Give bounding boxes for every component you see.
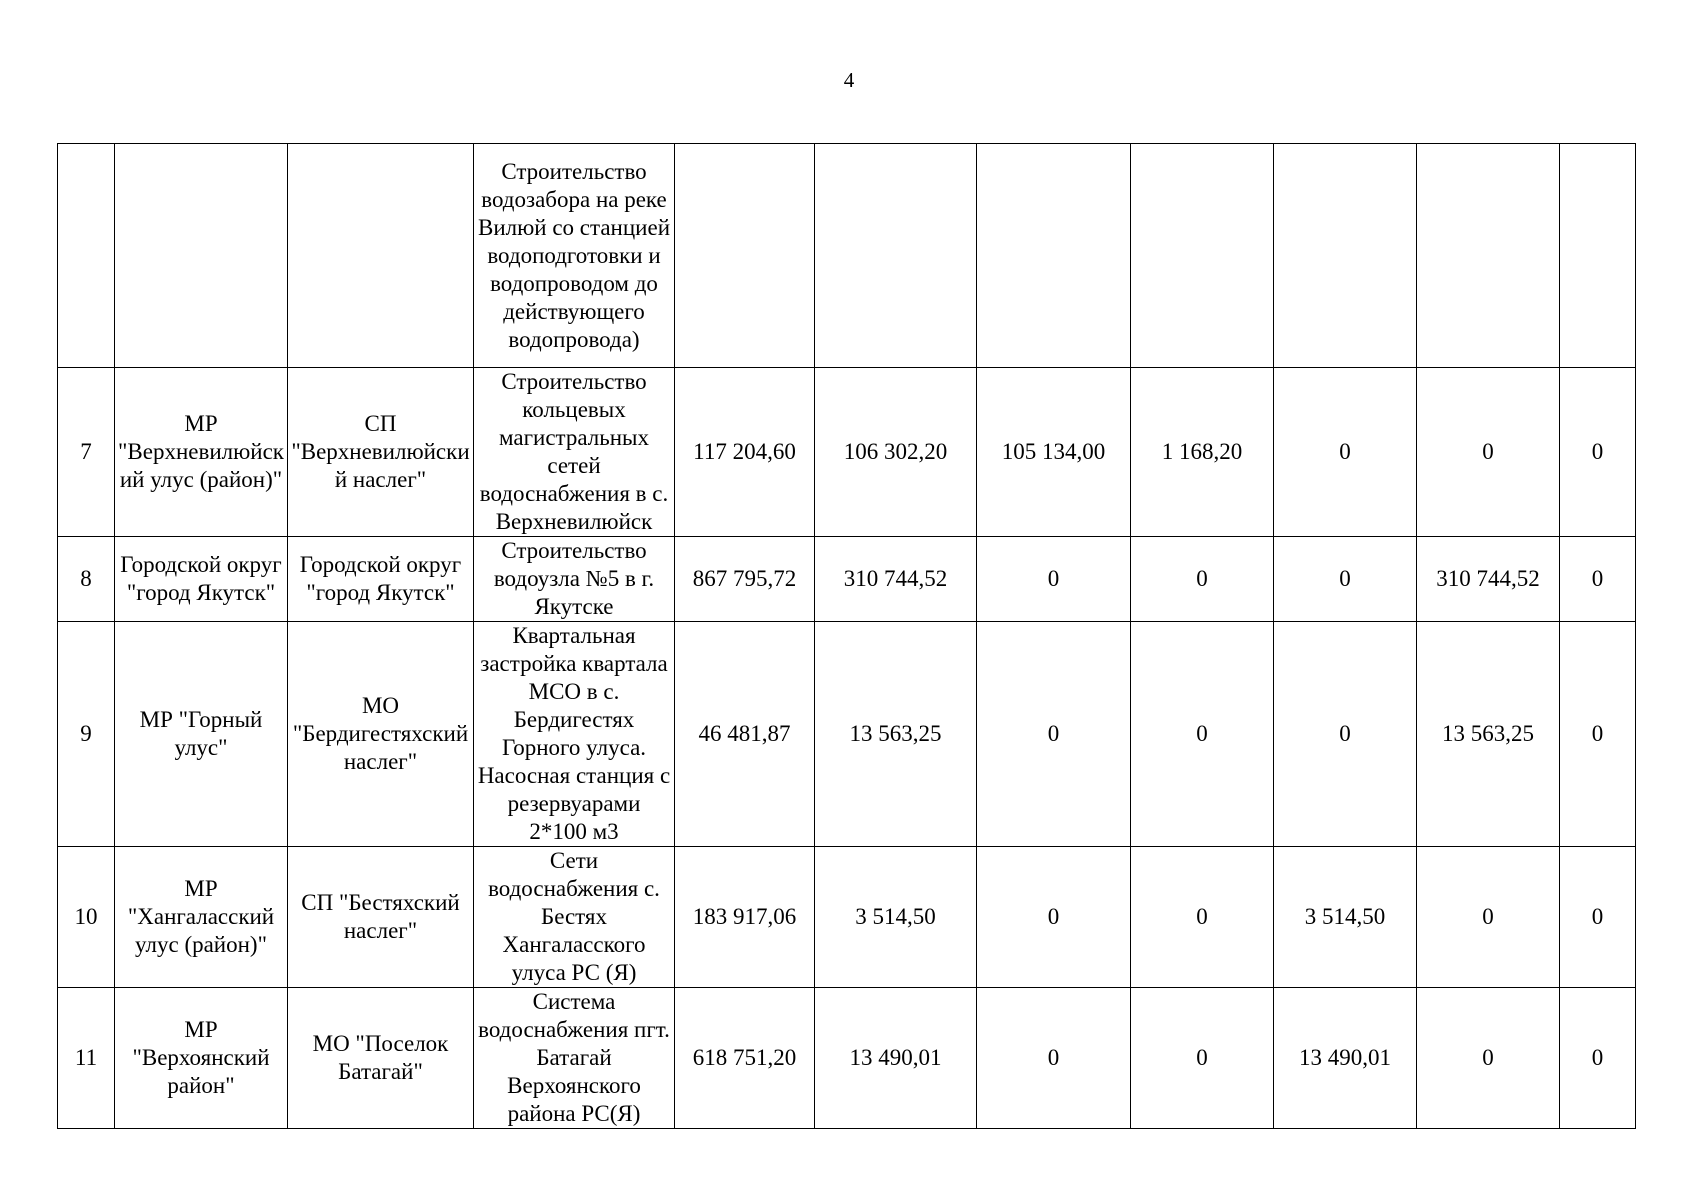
cell-district: МР "Верхоянский район"	[115, 988, 288, 1129]
cell-number: 10	[58, 847, 115, 988]
cell-amount: 13 563,25	[815, 622, 977, 847]
cell-amount: 0	[1274, 537, 1417, 622]
cell-amount: 0	[1560, 847, 1636, 988]
cell-amount: 0	[1417, 368, 1560, 537]
table-row	[58, 622, 1636, 847]
cell-project: Строительство водозабора на реке Вилюй со станцией водоподготовки и водопроводом до действующего водопровода)	[474, 144, 675, 368]
cell-project: Квартальная застройка квартала МСО в с. Бердигестях Горного улуса. Насосная станция с резервуарами 2*100 м3	[474, 622, 675, 847]
cell-amount: 13 563,25	[1417, 622, 1560, 847]
cell-settlement: МО "Бердигестяхский наслег"	[288, 622, 474, 847]
cell-total: 867 795,72	[675, 537, 815, 622]
cell-amount: 3 514,50	[1274, 847, 1417, 988]
cell-amount: 0	[1560, 537, 1636, 622]
cell-total: 46 481,87	[675, 622, 815, 847]
cell-amount: 13 490,01	[815, 988, 977, 1129]
cell-amount: 0	[1274, 368, 1417, 537]
cell-amount: 0	[977, 988, 1131, 1129]
cell-amount: 310 744,52	[1417, 537, 1560, 622]
cell-amount: 310 744,52	[815, 537, 977, 622]
cell-amount: 0	[977, 537, 1131, 622]
cell-number	[58, 144, 115, 368]
cell-total: 183 917,06	[675, 847, 815, 988]
cell-amount: 0	[1560, 988, 1636, 1129]
cell-amount: 0	[1131, 622, 1274, 847]
cell-settlement	[288, 144, 474, 368]
cell-project: Строительство водоузла №5 в г. Якутске	[474, 537, 675, 622]
cell-amount: 3 514,50	[815, 847, 977, 988]
cell-amount: 106 302,20	[815, 368, 977, 537]
cell-amount: 0	[1274, 622, 1417, 847]
table-row	[58, 988, 1636, 1129]
cell-amount: 1 168,20	[1131, 368, 1274, 537]
table-row	[58, 537, 1636, 622]
cell-district: Городской округ "город Якутск"	[115, 537, 288, 622]
cell-amount: 0	[1560, 368, 1636, 537]
cell-amount: 0	[977, 847, 1131, 988]
cell-amount	[1274, 144, 1417, 368]
table-row	[58, 847, 1636, 988]
cell-number: 9	[58, 622, 115, 847]
cell-amount	[1131, 144, 1274, 368]
page-number: 4	[843, 68, 855, 92]
cell-settlement: СП "Бестяхский наслег"	[288, 847, 474, 988]
cell-amount	[815, 144, 977, 368]
cell-district	[115, 144, 288, 368]
cell-total: 618 751,20	[675, 988, 815, 1129]
cell-project: Сети водоснабжения с. Бестях Хангаласского улуса РС (Я)	[474, 847, 675, 988]
cell-amount: 0	[1131, 847, 1274, 988]
cell-amount	[977, 144, 1131, 368]
cell-settlement: СП "Верхневилюйский наслег"	[288, 368, 474, 537]
cell-amount	[1417, 144, 1560, 368]
cell-district: МР "Горный улус"	[115, 622, 288, 847]
cell-project: Строительство кольцевых магистральных сетей водоснабжения в с. Верхневилюйск	[474, 368, 675, 537]
cell-amount: 0	[1131, 988, 1274, 1129]
cell-amount: 0	[1417, 847, 1560, 988]
cell-amount	[1560, 144, 1636, 368]
cell-amount: 105 134,00	[977, 368, 1131, 537]
cell-amount: 13 490,01	[1274, 988, 1417, 1129]
cell-number: 11	[58, 988, 115, 1129]
cell-number: 7	[58, 368, 115, 537]
cell-district: МР "Хангаласский улус (район)"	[115, 847, 288, 988]
cell-total: 117 204,60	[675, 368, 815, 537]
cell-amount: 0	[977, 622, 1131, 847]
cell-settlement: МО "Поселок Батагай"	[288, 988, 474, 1129]
table-row	[58, 368, 1636, 537]
cell-project: Система водоснабжения пгт. Батагай Верхоянского района РС(Я)	[474, 988, 675, 1129]
cell-settlement: Городской округ "город Якутск"	[288, 537, 474, 622]
table-row	[58, 144, 1636, 368]
cell-amount: 0	[1560, 622, 1636, 847]
cell-amount: 0	[1131, 537, 1274, 622]
cell-total	[675, 144, 815, 368]
cell-number: 8	[58, 537, 115, 622]
cell-amount: 0	[1417, 988, 1560, 1129]
cell-district: МР "Верхневилюйский улус (район)"	[115, 368, 288, 537]
funding-table	[57, 143, 1636, 1129]
